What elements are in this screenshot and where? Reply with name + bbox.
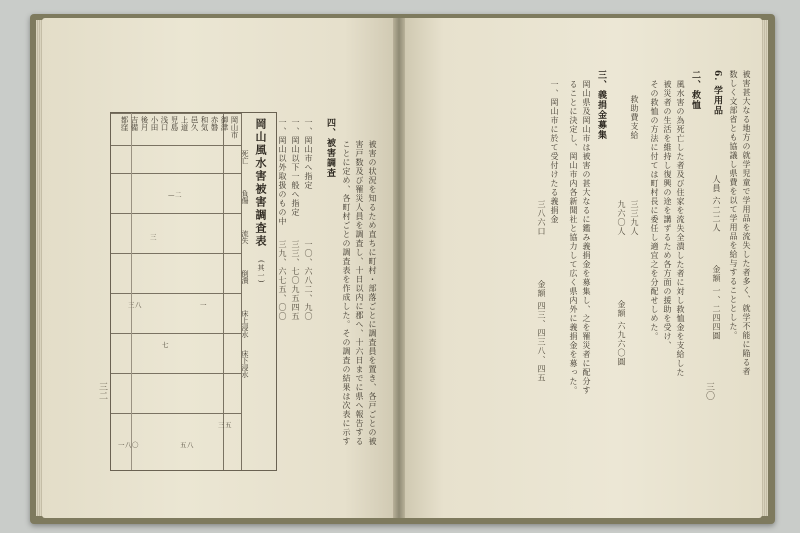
right-intro-line-1: 被害甚大なる地方の就学児童で学用品を流失した者多く、就学不能に陥る者	[742, 70, 751, 376]
donation-amount: 金額 四三、四三八、四五	[537, 280, 546, 383]
table-row-label-1: 岡山市	[230, 116, 239, 139]
table-header-1: 死亡	[241, 150, 249, 164]
table-row-label-9: 小田	[150, 116, 159, 131]
donation-count: 三八六口	[537, 200, 546, 236]
left-amount-1: 一〇、六八二、九〇	[304, 240, 313, 321]
left-paragraph-line-1: 被害の状況を知るため直ちに町村・部落ごとに調査員を置き、各戸ごとの被	[368, 140, 377, 446]
table-header-6: 床下浸水	[241, 350, 249, 378]
relief-money: 金額 六九六〇圓	[617, 300, 626, 367]
table-row-label-12: 都窪	[120, 116, 129, 131]
right-page	[400, 18, 762, 518]
right-section-two-line-2: 被災者の生活を維持し復興の途を講ずるため各方面の援助を受け、	[663, 80, 672, 350]
relief-amount-1: 三三九人	[630, 200, 639, 236]
right-section-three-line-2: ることに決定し、岡山市内各新聞社と協力して広く県内外に義捐金を募った。	[569, 80, 578, 395]
left-section-heading: 四、被害調査	[325, 118, 335, 178]
right-section-two-line-1: 風水害の為死亡した者及び住家を流失全潰した者に対し救恤金を支給した	[676, 80, 685, 377]
relief-label: 救助費支給	[630, 95, 639, 140]
left-amount-2: 三三、七〇九五四五	[291, 240, 300, 321]
table-header-5: 床上浸水	[241, 310, 249, 338]
table-header-4: 倒潰	[241, 270, 249, 284]
table-row-label-3: 赤磐	[210, 116, 219, 131]
right-intro-line-2: 数しく文部省とも協議し県費を以て学用品を給与することとした。	[729, 70, 738, 340]
table-title: 岡山風水害被害調査表	[254, 118, 267, 248]
right-section-three: 三、義捐金募集	[596, 70, 606, 140]
table-row-label-5: 邑久	[190, 116, 199, 131]
left-paragraph-line-3: ことに定め、各町村ごとの調査表を作成した。その調査の結果は次表に示す	[342, 140, 351, 446]
table-row-label-10: 後月	[140, 116, 149, 131]
left-list-item-2: 一、岡山以下一般へ指定	[291, 118, 300, 217]
right-item-label: 6. 学用品	[712, 70, 722, 116]
table-header-2: 負傷	[241, 190, 249, 204]
table-row-label-4: 和気	[200, 116, 209, 131]
left-paragraph-line-2: 害戸数及び罹災人員を調査し、十日以内に郡へ、十六日までに県へ報告する	[355, 140, 364, 446]
right-page-number: 三〇	[704, 382, 714, 400]
right-item-detail: 人員 六二二人	[712, 175, 721, 233]
table-row-label-8: 浅口	[160, 116, 169, 131]
left-page-number: 三二	[97, 382, 107, 400]
left-list-item-1: 一、岡山市へ指定	[304, 118, 313, 190]
left-amount-3: 三九、六七五、〇〇	[278, 240, 287, 321]
left-list-item-3: 一、岡山以外取扱のもの中	[278, 118, 287, 226]
right-section-three-line-1: 岡山県及岡山市は被害の甚大なるに鑑み義捐金を募集し、之を罹災者に配分す	[582, 80, 591, 395]
right-item-amount: 金額 一、二四四圓	[712, 265, 721, 341]
right-section-two: 二、救恤	[690, 70, 700, 110]
right-section-two-line-3: その救恤の方法に付ては町村長に委任し適宜之を分配せしめた。	[650, 80, 659, 341]
table-row-label-2: 御津	[220, 116, 229, 131]
donation-line: 一、岡山市に於て受付けたる義捐金	[550, 80, 559, 224]
relief-amount-2: 九六〇人	[617, 200, 626, 236]
book-gutter	[393, 18, 405, 518]
table-row-label-6: 上道	[180, 116, 189, 131]
table-header-3: 流失	[241, 230, 249, 244]
damage-table	[110, 112, 277, 471]
book-photo: 被害の状況を知るため直ちに町村・部落ごとに調査員を置き、各戸ごとの被 害戸数及び罹災人員を調査し、十日以内に郡へ、十六日までに県へ報告する ことに定め、各町村ごとの調査表を作成した。その調査の結果は次表に示す 四、被害調査 一、岡山市へ指定 一、岡山以下一般へ指定 一、岡山以外取扱のもの中 一〇、六八二、九〇 三三、七〇九五四五 三九、六七五、〇〇 岡山風水害被害調査表 (其一) 岡山市 御津 赤磐 和気 邑久 上道 児島 浅口 小田 後月 吉備 都窪 死亡 負傷 流失 倒潰 床上浸水 床下浸水 —二 三 一 三八 七 三五 一八〇 五八 三二 被害甚大なる地方の就学児童で学用品を流失した者多く、就学不能に陥る者 数しく文部省とも協議し県費を以て学用品を給与することとした。 6. 学用品 人員 六二二人 金額 一、二四四圓 二、救恤 風水害の為死亡した者及び住家を流失全潰した者に対し救恤金を支給した 被災者の生活を維持し復興の途を講ずるため各方面の援助を受け、 その救恤の方法に付ては町村長に委任し適宜之を分配せしめた。 救助費支給 三三九人 九六〇人 金額 六九六〇圓 三、義捐金募集 岡山県及岡山市は被害の甚大なるに鑑み義捐金を募集し、之を罹災者に配分す ることに決定し、岡山市内各新聞社と協力して広く県内外に義捐金を募った。 一、岡山市に於て受付けたる義捐金 三八六口 金額 四三、四三八、四五 三〇	[0, 0, 800, 533]
table-row-label-11: 吉備	[130, 116, 139, 131]
table-row-label-7: 児島	[170, 116, 179, 131]
table-title-suffix: (其一)	[257, 260, 265, 284]
page-edges-right	[761, 20, 768, 516]
